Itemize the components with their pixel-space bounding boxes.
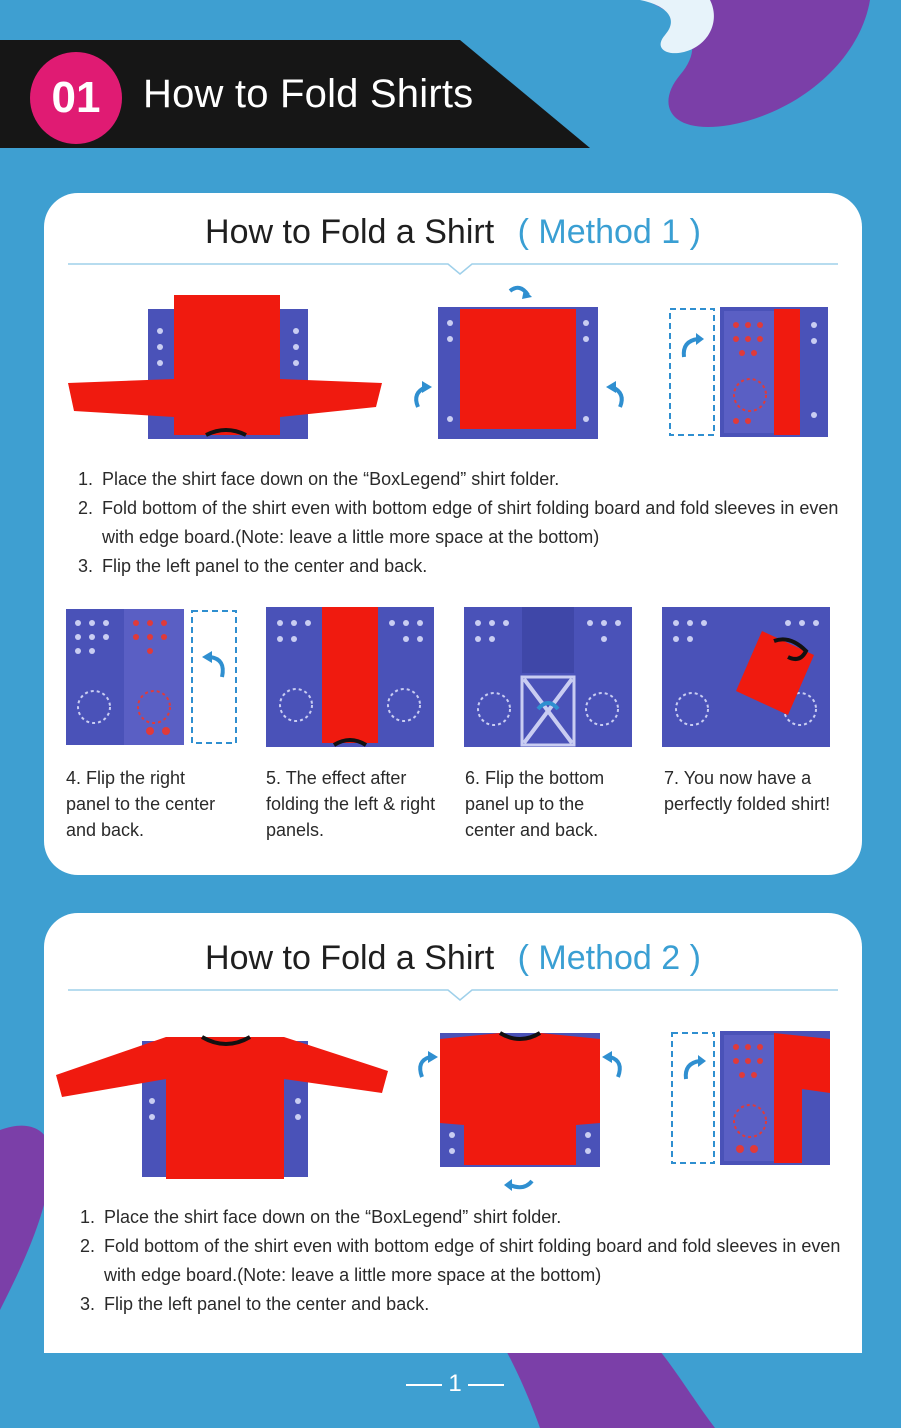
method1-steps-list [78, 465, 848, 581]
method1-step-item [78, 494, 848, 552]
method1-card [44, 193, 862, 875]
method2-title: How to Fold a Shirt [205, 939, 495, 977]
decorative-wave-top-right [560, 0, 901, 140]
method1-step4-caption: 4. Flip the right panel to the center and back. [66, 768, 216, 840]
method2-card [44, 913, 862, 1353]
step-text: Place the shirt face down on the “BoxLegend” shirt folder. [104, 1207, 562, 1227]
method2-steps-list [80, 1203, 850, 1319]
method1-step6-illustration [464, 605, 632, 749]
step-text: Fold bottom of the shirt even with bottom edge of shirt folding board and fold sleeves in even with edge board.(Note: leave a little more space at the bottom) [104, 1236, 841, 1285]
method1-step6-caption: 6. Flip the bottom panel up to the center and back. [465, 768, 605, 840]
page-number-dash-left [406, 1384, 442, 1386]
method1-step7-illustration [662, 605, 830, 749]
method1-heading [44, 213, 862, 252]
method2-divider [68, 985, 838, 1001]
method2-step-item [80, 1232, 850, 1290]
method1-step7-caption: 7. You now have a perfectly folded shirt! [664, 768, 831, 814]
method1-step2-illustration [398, 279, 638, 441]
method2-label: ( Method 2 ) [517, 939, 701, 977]
page-number-value: 1 [448, 1370, 462, 1397]
step-text: Flip the left panel to the center and back. [102, 556, 428, 576]
step-number: 1. [80, 1207, 96, 1227]
method2-step3-illustration [668, 1029, 838, 1169]
step-text: Place the shirt face down on the “BoxLegend” shirt folder. [102, 469, 560, 489]
method1-step4-illustration [66, 607, 242, 747]
page-number [395, 1370, 515, 1398]
page-title: How to Fold Shirts [143, 72, 474, 116]
section-number-badge: 01 [30, 52, 122, 144]
method1-step-item [78, 465, 848, 494]
step-number: 2. [78, 498, 94, 518]
method1-step5-illustration [266, 605, 434, 749]
method2-step2-illustration [400, 1025, 640, 1197]
method2-step1-illustration [56, 1031, 392, 1181]
method1-label: ( Method 1 ) [517, 213, 701, 251]
step-text: Fold bottom of the shirt even with bottom edge of shirt folding board and fold sleeves in even with edge board.(Note: leave a little more space at the bottom) [102, 498, 839, 547]
method1-step-item [78, 552, 848, 581]
step-number: 1. [78, 469, 94, 489]
method1-step5-caption: 5. The effect after folding the left & right panels. [266, 768, 436, 840]
method2-step-item [80, 1290, 850, 1319]
decorative-wave-bottom [500, 1340, 720, 1428]
method2-heading [44, 939, 862, 978]
step-number: 2. [80, 1236, 96, 1256]
page-number-dash-right [468, 1384, 504, 1386]
method1-step3-illustration [664, 305, 834, 439]
step-number: 3. [80, 1294, 96, 1314]
step-text: Flip the left panel to the center and back. [104, 1294, 430, 1314]
step-number: 3. [78, 556, 94, 576]
method1-step1-illustration [66, 291, 386, 441]
method1-divider [68, 259, 838, 275]
method1-title: How to Fold a Shirt [205, 213, 495, 251]
method2-step-item [80, 1203, 850, 1232]
